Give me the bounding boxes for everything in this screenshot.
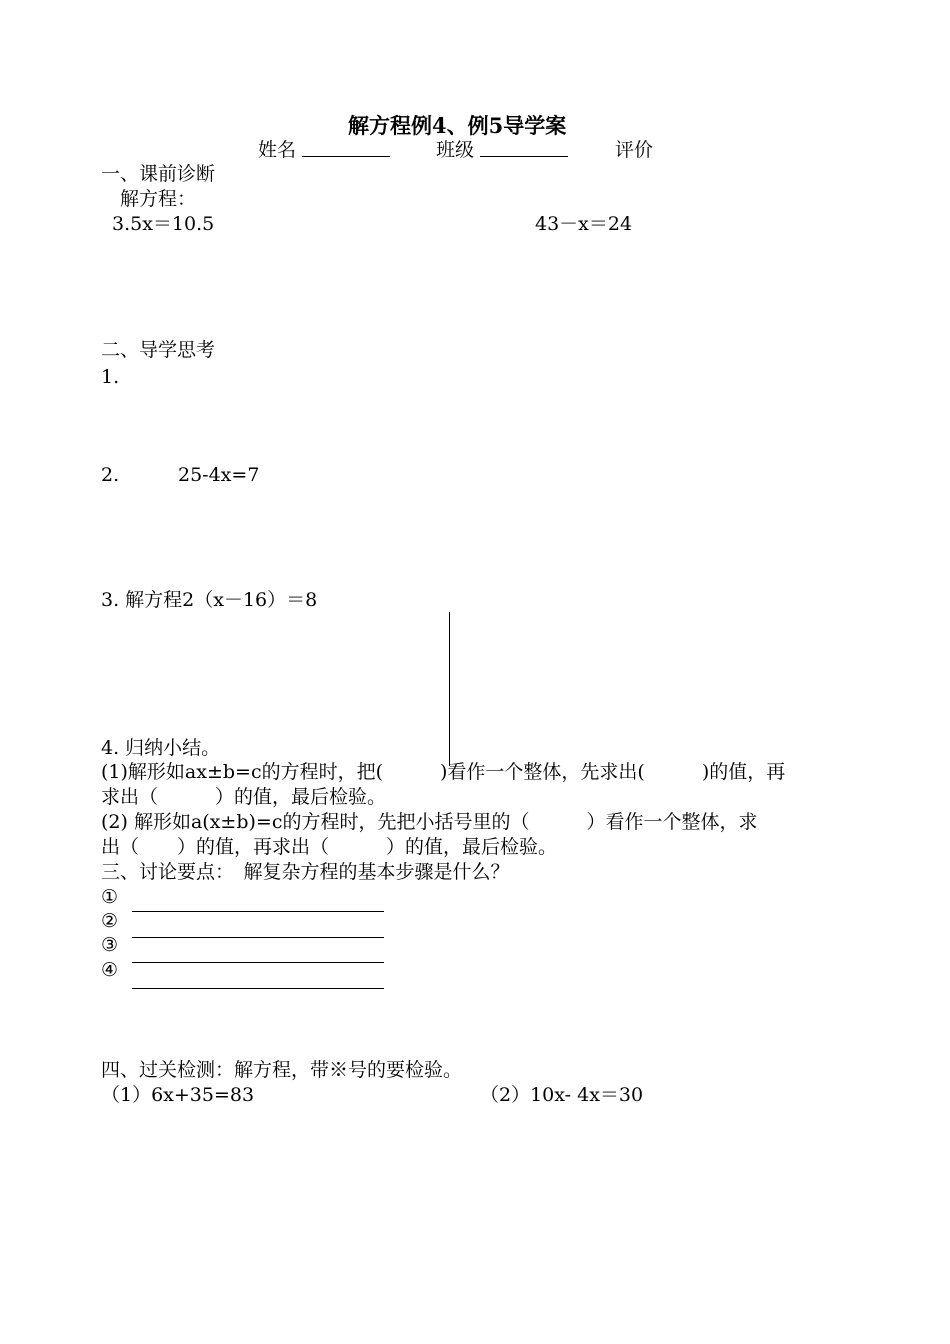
- class-label: 班级: [436, 139, 475, 161]
- step-3-blank[interactable]: [132, 937, 384, 938]
- step-2-blank[interactable]: [132, 911, 384, 912]
- equation-1: 3.5x＝10.5: [112, 213, 215, 235]
- class-blank[interactable]: [480, 156, 568, 157]
- item-4: 4. 归纳小结。: [101, 737, 221, 759]
- name-blank[interactable]: [302, 156, 390, 157]
- section-3-heading: 三、讨论要点： 解复杂方程的基本步骤是什么？: [101, 861, 510, 883]
- eval-label: 评价: [615, 139, 654, 161]
- divider-line: [449, 612, 450, 766]
- step-5-blank[interactable]: [132, 988, 384, 989]
- summary-1-line-2: 求出（ ）的值，最后检验。: [101, 786, 387, 808]
- summary-2-line-1: (2) 解形如a(x±b)=c的方程时，先把小括号里的（ ）看作一个整体，求: [101, 811, 758, 833]
- question-2: （2）10x- 4x＝30: [480, 1084, 644, 1106]
- item-3: 3. 解方程2（x－16）＝8: [101, 589, 318, 611]
- item-1: 1.: [101, 366, 120, 388]
- item-2-number: 2.: [101, 464, 120, 486]
- step-4-marker: ④: [101, 959, 119, 981]
- equation-2: 43－x＝24: [535, 213, 633, 235]
- section-4-heading: 四、过关检测：解方程，带※号的要检验。: [101, 1059, 463, 1081]
- page-title: 解方程例4、例5导学案: [348, 113, 567, 138]
- summary-2-line-2: 出（ ）的值，再求出（ ）的值，最后检验。: [101, 836, 558, 858]
- item-2-equation: 25-4x=7: [178, 464, 260, 486]
- step-2-marker: ②: [101, 910, 119, 932]
- summary-1-line-1: (1)解形如ax±b=c的方程时，把( )看作一个整体，先求出( )的值，再: [101, 761, 786, 783]
- section-1-heading: 一、课前诊断: [101, 163, 216, 185]
- section-1-sub: 解方程：: [120, 188, 197, 210]
- step-1-marker: ①: [101, 886, 119, 908]
- name-label: 姓名: [258, 139, 297, 161]
- step-3-marker: ③: [101, 934, 119, 956]
- question-1: （1）6x+35=83: [101, 1084, 255, 1106]
- step-4-blank[interactable]: [132, 962, 384, 963]
- section-2-heading: 二、导学思考: [101, 339, 216, 361]
